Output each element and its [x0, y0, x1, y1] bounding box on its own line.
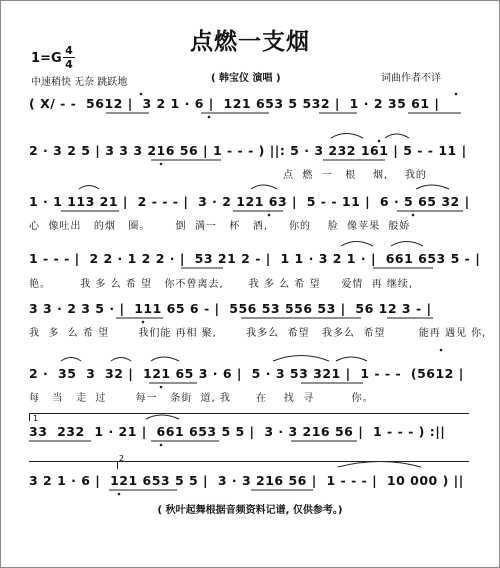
lyric-line-4: 艳。 我 多 么 希 望 你不曾离去, 我 多 么 希 望 爱情 再 继续, [29, 279, 414, 290]
octave-dot [160, 163, 163, 166]
slur-mark [336, 357, 367, 361]
octave-dot [118, 493, 121, 496]
octave-dot [412, 214, 415, 217]
slur-mark [79, 186, 99, 190]
tempo-marking: 中速稍快 无奈 跳跃地 [31, 77, 128, 88]
octave-dot [455, 93, 458, 96]
lyric-line-5: 我 多 么 希 望 我们能 再相 聚, 我多么 希望 我多么 希望 能再 遇见 你, [29, 328, 487, 339]
notation-marks [1, 1, 499, 567]
notation-line-6: 2 · 35 3 32 | 121 65 3 · 6 | 5 · 3 53 321 | 1 - - - (5612 | [29, 366, 464, 381]
notation-line-3: 1 · 1 113 21 | 2 - - - | 3 · 2 121 63 | 5 - - 11 | 6 · 5 65 32 | [29, 194, 470, 209]
slur-mark [251, 185, 277, 189]
song-title: 点燃一支烟 [190, 29, 310, 55]
slur-mark [341, 242, 373, 247]
octave-dot [440, 349, 443, 352]
slur-mark [146, 415, 179, 419]
octave-dot [208, 116, 211, 119]
volta-1-number: 1 [33, 414, 39, 423]
slur-mark [391, 242, 423, 247]
composer-credit: 词曲作者不详 [381, 73, 441, 84]
lyric-line-2: 点 燃 一 根 烟, 我的 [283, 170, 427, 181]
meter-top: 4 [65, 44, 73, 57]
notation-line-7: 33 232 1 · 21 | 661 653 5 5 | 3 · 3 216 56 | 1 - - - ) :|| [29, 424, 446, 439]
lyric-line-3: 心 像吐出 的烟 圈。 倒 满一 杯 酒, 你的 脸 像苹果 般娇 [29, 221, 411, 232]
slur-mark [61, 358, 81, 362]
slur-mark [416, 185, 449, 189]
meter-bottom: 4 [65, 58, 73, 71]
octave-dot [268, 214, 271, 217]
notation-line-2: 2 · 3 2 5 | 3 3 3 216 56 | 1 - - - ) ||: 5 · 3 232 161 | 5 - - 11 | [29, 143, 467, 158]
slur-mark [338, 462, 421, 468]
volta-2-number: 2 [119, 454, 125, 463]
octave-dot [160, 386, 163, 389]
slur-mark [385, 134, 409, 138]
notation-line-1: ( X∕ - - 5612 | 3 2 1 · 6 | 121 653 5 532 | 1 · 2 35 61 | [29, 96, 440, 111]
slur-mark [151, 357, 179, 361]
octave-dot [140, 93, 143, 96]
notation-line-8: 3 2 1 · 6 | 121 653 5 5 | 3 · 3 216 56 | 1 - - - | 10 000 ) || [29, 473, 464, 488]
notation-line-4: 1 - - - | 2 2 · 1 2 2 · | 53 21 2 - | 1 1 · 3 2 1 · | 661 653 5 - | [29, 251, 481, 266]
octave-dot [378, 140, 381, 143]
lyric-line-6: 每 当 走 过 每一 条街 道, 我 在 找 寻 你。 [29, 393, 374, 404]
notation-line-5: 3 3 · 2 3 5 · | 111 65 6 - | 556 53 556 53 | 56 12 3 - | [29, 301, 432, 316]
slur-mark [111, 358, 131, 362]
singer-credit: ( 韩宝仪 演唱 ) [211, 73, 281, 84]
octave-dot [160, 444, 163, 447]
key-signature: 1=G [31, 51, 62, 66]
slur-mark [331, 134, 363, 139]
slur-mark [273, 356, 329, 362]
octave-dot [142, 321, 145, 324]
transcription-note: ( 秋叶起舞根据音频资料记谱, 仅供参考。) [157, 505, 343, 516]
